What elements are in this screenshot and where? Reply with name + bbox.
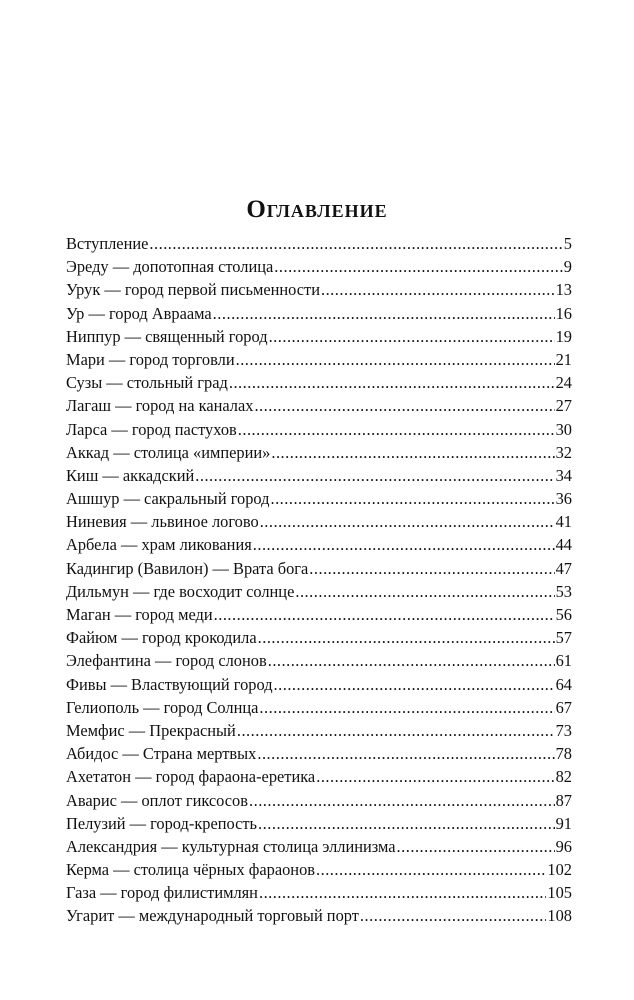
toc-entry-title: Лагаш — город на каналах xyxy=(66,396,254,416)
toc-entry xyxy=(66,302,572,325)
toc-entry-page: 82 xyxy=(555,767,572,787)
toc-entry-page: 44 xyxy=(555,535,572,555)
toc-entry-title: Элефантина — город слонов xyxy=(66,651,267,671)
dot-leader xyxy=(316,858,546,881)
toc-entry-title: Кадингир (Вавилон) — Врата бога xyxy=(66,558,309,578)
toc-entry xyxy=(66,371,572,394)
toc-entry-page: 61 xyxy=(555,651,572,671)
toc-entry-page: 91 xyxy=(555,813,572,833)
toc-entry xyxy=(66,696,572,719)
toc-entry-page: 67 xyxy=(555,697,572,717)
toc-entry-page: 41 xyxy=(555,512,572,532)
toc-entry-title: Мемфис — Прекрасный xyxy=(66,720,236,740)
toc-entry-page: 73 xyxy=(555,720,572,740)
dot-leader xyxy=(254,394,554,417)
toc-entry-page: 108 xyxy=(547,906,572,926)
dot-leader xyxy=(258,626,555,649)
dot-leader xyxy=(214,603,555,626)
toc-entry xyxy=(66,232,572,255)
toc-entry xyxy=(66,603,572,626)
toc-entry xyxy=(66,557,572,580)
toc-entry xyxy=(66,649,572,672)
toc-entry-page: 47 xyxy=(555,558,572,578)
toc-entry xyxy=(66,765,572,788)
toc-entry-title: Гелиополь — город Солнца xyxy=(66,697,259,717)
toc-entry-page: 13 xyxy=(555,280,572,300)
toc-entry xyxy=(66,835,572,858)
dot-leader xyxy=(258,812,555,835)
dot-leader xyxy=(295,580,554,603)
dot-leader xyxy=(253,533,555,556)
toc-entry-page: 57 xyxy=(555,628,572,648)
toc-entry-page: 9 xyxy=(563,257,572,277)
toc-entry xyxy=(66,418,572,441)
dot-leader xyxy=(237,719,555,742)
toc-entry-title: Эреду — допотопная столица xyxy=(66,257,274,277)
toc-entry-title: Мари — город торговли xyxy=(66,349,235,369)
toc-entry xyxy=(66,881,572,904)
toc-entry xyxy=(66,580,572,603)
toc-entry-title: Киш — аккадский xyxy=(66,465,195,485)
toc-entry-page: 56 xyxy=(555,605,572,624)
toc-entry-title: Файюм — город крокодила xyxy=(66,628,257,648)
dot-leader xyxy=(259,696,554,719)
toc-entry xyxy=(66,904,572,927)
toc-entry-page: 19 xyxy=(555,326,572,346)
dot-leader xyxy=(268,649,555,672)
toc-entry xyxy=(66,510,572,533)
toc-entry xyxy=(66,626,572,649)
dot-leader xyxy=(270,487,554,510)
toc-entry-page: 105 xyxy=(547,883,572,903)
toc-entry-title: Дильмун — где восходит солнце xyxy=(66,581,295,601)
toc-entry-title: Арбела — храм ликования xyxy=(66,535,252,555)
dot-leader xyxy=(271,441,554,464)
toc-entry-title: Ниппур — священный город xyxy=(66,326,268,346)
toc-entry-page: 32 xyxy=(555,442,572,462)
toc-entry-title: Аварис — оплот гиксосов xyxy=(66,790,248,810)
toc-entry-title: Ашшур — сакральный город xyxy=(66,489,270,509)
dot-leader xyxy=(260,510,555,533)
toc-entry-page: 27 xyxy=(555,396,572,416)
dot-leader xyxy=(236,348,555,371)
toc-entry-title: Абидос — Страна мертвых xyxy=(66,744,257,764)
toc-entry xyxy=(66,278,572,301)
toc-entry xyxy=(66,789,572,812)
toc-entry-page: 30 xyxy=(555,419,572,439)
toc-entry-title: Пелузий — город-крепость xyxy=(66,813,258,833)
dot-leader xyxy=(316,765,554,788)
toc-entry xyxy=(66,742,572,765)
toc-entry-title: Александрия — культурная столица эллинизма xyxy=(66,836,396,856)
toc-entry xyxy=(66,441,572,464)
dot-leader xyxy=(274,255,563,278)
toc-entry-title: Аккад — столица «империи» xyxy=(66,442,271,462)
dot-leader xyxy=(259,881,546,904)
toc-entry-page: 16 xyxy=(555,303,572,323)
toc-entry xyxy=(66,487,572,510)
toc-entry-title: Ниневия — львиное логово xyxy=(66,512,259,532)
dot-leader xyxy=(195,464,554,487)
toc-entry-title: Фивы — Властвующий город xyxy=(66,674,273,694)
dot-leader xyxy=(274,673,555,696)
toc-entry-title: Урук — город первой письменности xyxy=(66,280,320,300)
toc-entry xyxy=(66,255,572,278)
toc-entry xyxy=(66,533,572,556)
toc-entry xyxy=(66,719,572,742)
table-of-contents xyxy=(66,232,572,928)
dot-leader xyxy=(309,557,554,580)
toc-entry-page: 36 xyxy=(555,489,572,509)
toc-entry-title: Ур — город Авраама xyxy=(66,303,212,323)
dot-leader xyxy=(269,325,555,348)
toc-entry xyxy=(66,325,572,348)
toc-entry-page: 24 xyxy=(555,373,572,393)
toc-entry-page: 21 xyxy=(555,349,572,369)
toc-entry-title: Ларса — город пастухов xyxy=(66,419,237,439)
dot-leader xyxy=(397,835,555,858)
toc-entry xyxy=(66,394,572,417)
toc-entry xyxy=(66,812,572,835)
toc-entry-page: 96 xyxy=(555,836,572,856)
dot-leader xyxy=(321,278,555,301)
toc-entry-page: 53 xyxy=(555,581,572,601)
dot-leader xyxy=(213,302,555,325)
dot-leader xyxy=(238,418,555,441)
toc-entry-page: 87 xyxy=(555,790,572,810)
toc-entry-title: Угарит — международный торговый порт xyxy=(66,906,359,926)
toc-entry-page: 5 xyxy=(563,234,572,253)
toc-entry-title: Вступление xyxy=(66,234,149,253)
toc-entry-title: Сузы — стольный град xyxy=(66,373,228,393)
toc-entry xyxy=(66,348,572,371)
toc-entry-title: Ахетатон — город фараона-еретика xyxy=(66,767,316,787)
toc-entry-page: 78 xyxy=(555,744,572,764)
dot-leader xyxy=(360,904,546,927)
page-title: Оглавление xyxy=(246,196,388,223)
toc-entry xyxy=(66,673,572,696)
dot-leader xyxy=(257,742,554,765)
toc-entry xyxy=(66,464,572,487)
toc-entry-page: 64 xyxy=(555,674,572,694)
toc-entry-title: Керма — столица чёрных фараонов xyxy=(66,860,316,880)
toc-entry-title: Маган — город меди xyxy=(66,605,213,624)
dot-leader xyxy=(229,371,555,394)
toc-entry-title: Газа — город филистимлян xyxy=(66,883,258,903)
toc-entry-page: 34 xyxy=(555,465,572,485)
dot-leader xyxy=(149,232,562,255)
dot-leader xyxy=(249,789,555,812)
toc-entry xyxy=(66,858,572,881)
toc-entry-page: 102 xyxy=(547,860,572,880)
